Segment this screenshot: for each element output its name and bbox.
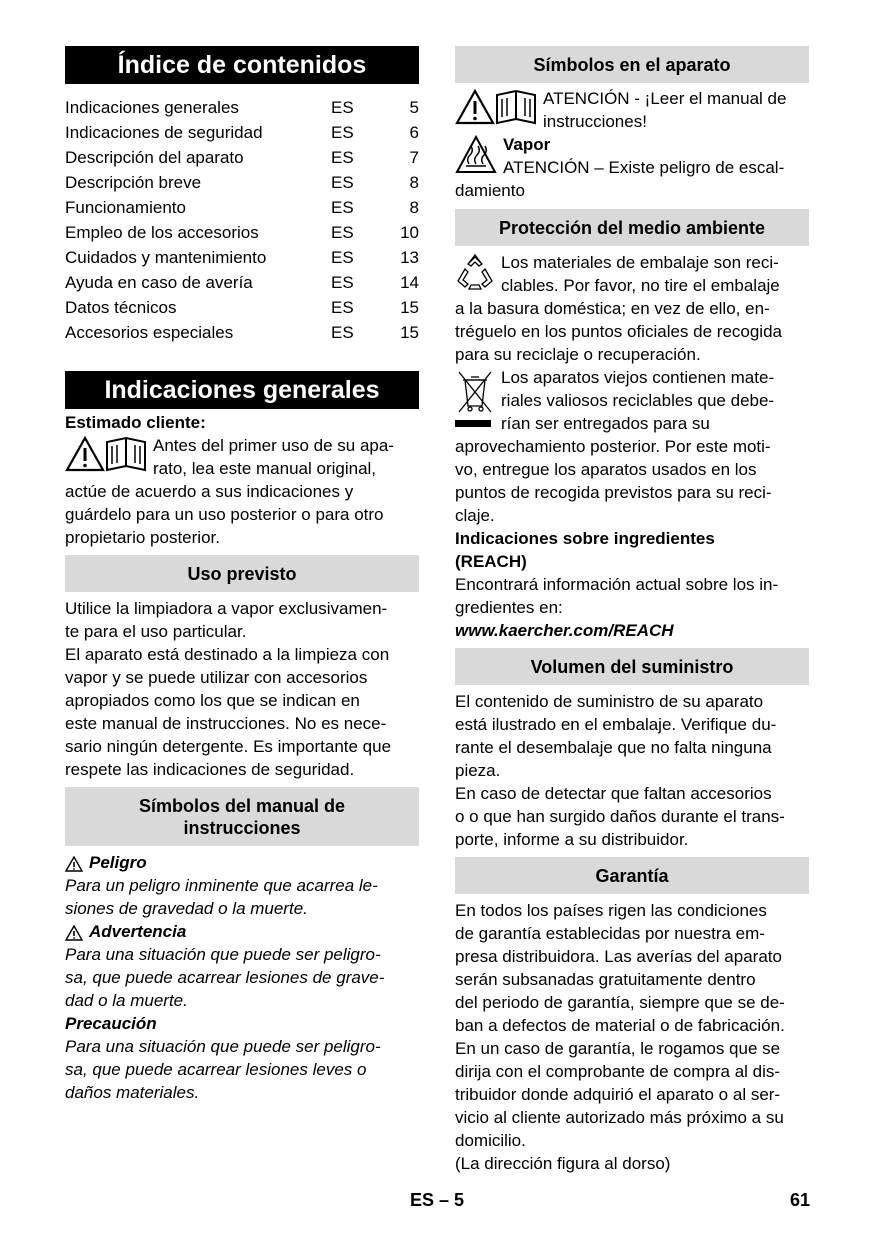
warning-label: Advertencia: [65, 920, 419, 943]
toc-entry-page: 7: [409, 148, 419, 167]
vapor-label: Vapor: [503, 135, 551, 154]
toc-entry-title: Funcionamiento: [65, 198, 186, 217]
caution-label: Precaución: [65, 1014, 157, 1033]
toc-entry-lang: ES: [331, 98, 354, 117]
book-icon: [107, 438, 145, 470]
reach-link[interactable]: www.kaercher.com/REACH: [455, 621, 674, 640]
book-icon: [497, 91, 535, 123]
toc-entry[interactable]: [65, 320, 419, 345]
warning-triangle-icon: [455, 89, 537, 125]
reach-heading: Indicaciones sobre ingredientes: [455, 529, 715, 548]
toc-entry-lang: ES: [331, 198, 354, 217]
toc-list: [65, 95, 419, 345]
scope-text: El contenido de suministro de su aparato está ilustrado en el embalaje. Verifique du- rante el desembalaje que no falta ninguna pieza. En caso de detectar que faltan accesorios o o que han surgido daños durante el trans- porte, informe a su distribuidor.: [455, 692, 785, 849]
warning-book-icon-group: [65, 436, 147, 472]
device-symbols-text: ATENCIÓN - ¡Leer el manual de instrucciones! Vapor ATENCIÓN – Existe peligro de escal- damiento: [455, 87, 809, 202]
warranty-heading: Garantía: [455, 857, 809, 894]
toc-entry-lang: ES: [331, 223, 354, 242]
scope-heading: Volumen del suministro: [455, 648, 809, 685]
recycle-icon: [455, 253, 495, 293]
warning-book-icon-group: [455, 89, 537, 125]
toc-entry-lang: ES: [331, 173, 354, 192]
toc-entry-page: 8: [409, 198, 419, 217]
general-heading: Indicaciones generales: [65, 371, 419, 409]
toc-entry-title: Empleo de los accesorios: [65, 223, 259, 242]
device-symbols-heading: Símbolos en el aparato: [455, 46, 809, 83]
general-text: Antes del primer uso de su apa- rato, lea este manual original, actúe de acuerdo a sus indicaciones y guárdelo para un uso posterior o para otro propietario posterior.: [65, 436, 394, 547]
toc-entry-page: 6: [409, 123, 419, 142]
toc-entry-title: Ayuda en caso de avería: [65, 273, 253, 292]
toc-heading: Índice de contenidos: [65, 46, 419, 84]
toc-entry-page: 14: [400, 273, 419, 292]
toc-entry-title: Indicaciones de seguridad: [65, 123, 263, 142]
warning-triangle-icon: [65, 925, 83, 941]
footer-section-label: ES – 5: [410, 1190, 465, 1210]
toc-entry-title: Accesorios especiales: [65, 323, 234, 342]
toc-entry[interactable]: [65, 295, 419, 320]
toc-entry-lang: ES: [331, 298, 354, 317]
warranty-text: En todos los países rigen las condiciones de garantía establecidas por nuestra em- presa distribuidora. Las averías del aparato serán subsanadas gratuitamente dentro del periodo de garantía, siempre que se de- ban a defectos de material o de fabricación. En un caso de garantía, le rogamos que se dirija con el comprobante de compra al dis- tribuidor donde adquirió el aparato o al ser- vicio al cliente autorizado más próximo a su domicilio. (La dirección figura al dorso): [455, 901, 785, 1173]
toc-entry-title: Cuidados y mantenimiento: [65, 248, 267, 267]
steam-warning-icon: [455, 134, 497, 174]
left-column: [65, 46, 419, 1104]
toc-entry-page: 10: [400, 223, 419, 242]
environment-heading: Protección del medio ambiente: [455, 209, 809, 246]
toc-entry[interactable]: [65, 120, 419, 145]
manual-symbols-text: Peligro Para un peligro inminente que acarrea le- siones de gravedad o la muerte. Advertencia Para una situación que puede ser peligro- sa, que puede acarrear lesiones de grave- dad o la muerte. Precaución Para una situación que puede ser peligro- sa, que puede acarrear lesiones leves o daños materiales.: [65, 851, 419, 1104]
footer-page-number: 61: [790, 1190, 811, 1210]
toc-entry-title: Datos técnicos: [65, 298, 177, 317]
manual-symbols-heading: Símbolos del manual de instrucciones: [65, 787, 419, 846]
greeting: Estimado cliente:: [65, 413, 206, 432]
toc-entry-page: 5: [409, 98, 419, 117]
toc-entry-page: 13: [400, 248, 419, 267]
toc-entry-title: Indicaciones generales: [65, 98, 239, 117]
warning-triangle-icon: [65, 436, 147, 472]
toc-entry-lang: ES: [331, 123, 354, 142]
toc-entry-title: Descripción del aparato: [65, 148, 244, 167]
toc-entry-lang: ES: [331, 148, 354, 167]
toc-entry[interactable]: [65, 245, 419, 270]
intended-use-heading: Uso previsto: [65, 555, 419, 592]
toc-entry-page: 15: [400, 298, 419, 317]
environment-text: Los materiales de embalaje son reci- clables. Por favor, no tire el embalaje a la basura doméstica; en vez de ello, en- tréguelo en los puntos oficiales de recogida para su reciclaje o recuperación. Los aparatos viejos contienen mate- riales valiosos reciclables que debe- rían ser entregados para su aprovechamiento posterior. Por este moti- vo, entregue los aparatos usados en los puntos de recogida previstos para su reci- claje. Indicaciones sobre ingredientes (REACH) Encontrará información actual sobre los in- gredientes en: www.kaercher.com/REACH: [455, 251, 809, 642]
right-column: [455, 46, 809, 1175]
toc-entry[interactable]: [65, 220, 419, 245]
toc-entry-title: Descripción breve: [65, 173, 202, 192]
toc-entry[interactable]: [65, 95, 419, 120]
crossed-bin-icon: [455, 368, 495, 430]
toc-entry-page: 15: [400, 323, 419, 342]
toc-entry-lang: ES: [331, 273, 354, 292]
toc-entry-page: 8: [409, 173, 419, 192]
toc-entry-lang: ES: [331, 323, 354, 342]
toc-entry[interactable]: [65, 145, 419, 170]
warning-triangle-icon: [65, 856, 83, 872]
toc-entry[interactable]: [65, 195, 419, 220]
toc-entry-lang: ES: [331, 248, 354, 267]
danger-label: Peligro: [65, 851, 419, 874]
intended-use-text: Utilice la limpiadora a vapor exclusivamen- te para el uso particular. El aparato está destinado a la limpieza con vapor y se puede utilizar con accesorios apropiados como los que se indican en este manual de instrucciones. No es nece- sario ningún detergente. Es importante que respete las indicaciones de seguridad.: [65, 599, 392, 779]
toc-entry[interactable]: [65, 170, 419, 195]
toc-entry[interactable]: [65, 270, 419, 295]
